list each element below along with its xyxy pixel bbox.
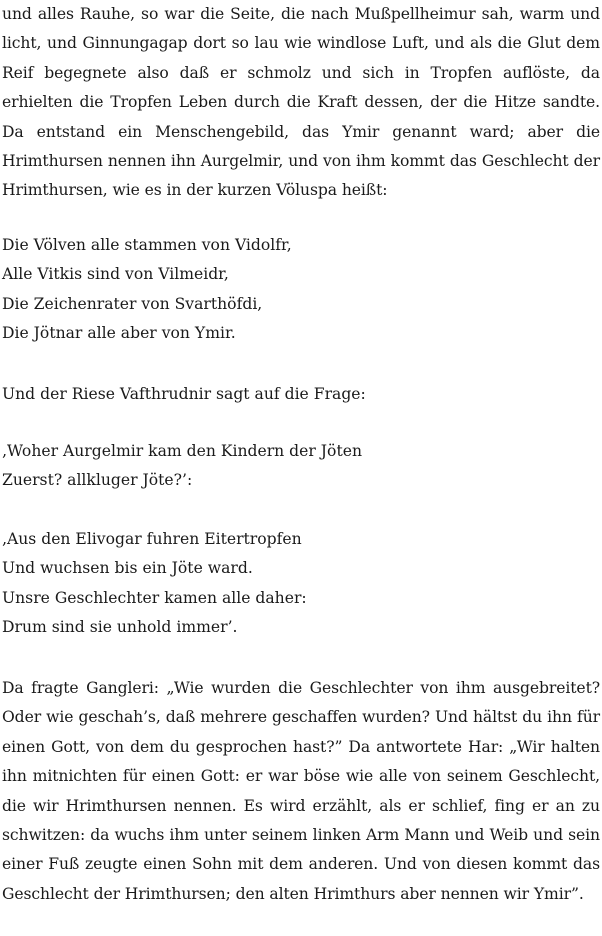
verse-line: Die Zeichenrater von Svarthöfdi, <box>2 294 263 313</box>
verse-line: Die Jötnar alle aber von Ymir. <box>2 324 236 343</box>
verse-line: Drum sind sie unhold immer’. <box>2 618 238 637</box>
verse-line: Alle Vitkis sind von Vilmeidr, <box>2 265 229 284</box>
verse-answer <box>2 525 600 643</box>
verse-line: ‚Woher Aurgelmir kam den Kindern der Jöten <box>2 442 362 460</box>
verse-line: Zuerst? allkluger Jöte?’: <box>2 471 193 490</box>
verse-line: ‚Aus den Elivogar fuhren Eitertropfen <box>2 530 302 548</box>
verse-voluspa <box>2 231 600 349</box>
paragraph-creation-of-ymir: und alles Rauhe, so war die Seite, die nach Mußpellheimur sah, warm und licht, und Ginnungagap dort so lau wie windlose Luft, und als die Glut dem Reif begegnete also daß er schmolz und sich in Tropfen auflöste, da erhielten die Tropfen Leben durch die Kraft dessen, der die Hitze sandte. Da entstand ein Menschengebild, das Ymir genannt ward; aber die Hrimthursen nennen ihn Aurgelmir, und von ihm kommt das Geschlecht der Hrimthursen, wie es in der kurzen Völuspa heißt: <box>2 5 600 200</box>
paragraph-vafthrudnir: Und der Riese Vafthrudnir sagt auf die Frage: <box>2 385 366 403</box>
verse-question <box>2 437 600 496</box>
verse-line: Und wuchsen bis ein Jöte ward. <box>2 559 253 578</box>
paragraph-gangleri-question: Da fragte Gangleri: „Wie wurden die Geschlechter von ihm ausgebreitet? Oder wie geschah’s, daß mehrere geschaffen wurden? Und hältst du ihn für einen Gott, von dem du gesprochen hast?” Da antwortete Har: „Wir halten ihn mitnichten für einen Gott: er war böse wie alle von seinem Geschlecht, die wir Hrimthursen nennen. Es wird erzählt, als er schlief, fing er an zu schwitzen: da wuchs ihm unter seinem linken Arm Mann und Weib und sein einer Fuß zeugte einen Sohn mit dem anderen. Und von diesen kommt das Geschlecht der Hrimthursen; den alten Hrimthurs aber nennen wir Ymir”. <box>2 679 600 903</box>
verse-line: Unsre Geschlechter kamen alle daher: <box>2 588 307 607</box>
verse-line: Die Völven alle stammen von Vidolfr, <box>2 236 292 254</box>
